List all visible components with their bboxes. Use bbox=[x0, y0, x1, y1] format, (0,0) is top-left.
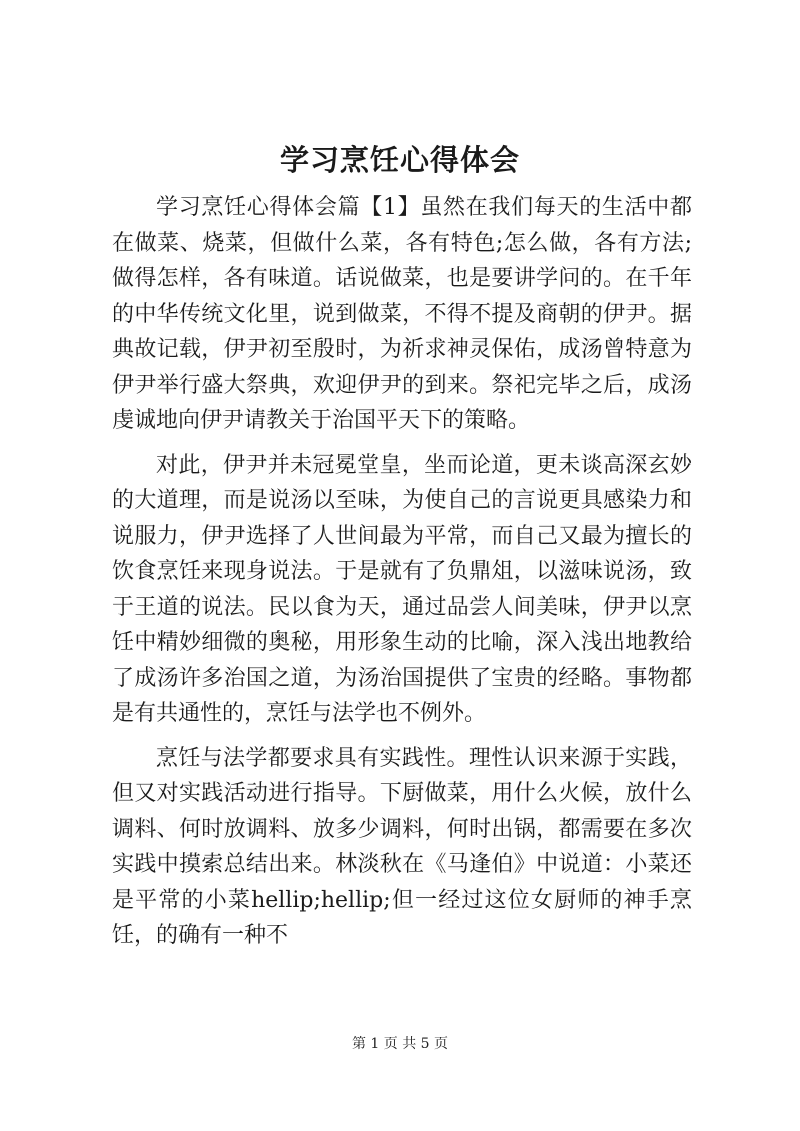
document-body bbox=[112, 190, 692, 954]
paragraph-1: 学习烹饪心得体会篇【1】虽然在我们每天的生活中都在做菜、烧菜，但做什么菜，各有特色;怎么做，各有方法;做得怎样，各有味道。话说做菜，也是要讲学问的。在千年的中华传统文化里，说到做菜，不得不提及商朝的伊尹。据典故记载，伊尹初至殷时，为祈求神灵保佑，成汤曾特意为伊尹举行盛大祭典，欢迎伊尹的到来。祭祀完毕之后，成汤虔诚地向伊尹请教关于治国平天下的策略。 bbox=[112, 195, 692, 433]
paragraph-2: 对此，伊尹并未冠冕堂皇，坐而论道，更未谈高深玄妙的大道理，而是说汤以至味，为使自己的言说更具感染力和说服力，伊尹选择了人世间最为平常，而自己又最为擅长的饮食烹饪来现身说法。于是就有了负鼎俎，以滋味说汤，致于王道的说法。民以食为天，通过品尝人间美味，伊尹以烹饪中精妙细微的奥秘，用形象生动的比喻，深入浅出地教给了成汤许多治国之道，为汤治国提供了宝贵的经略。事物都是有共通性的，烹饪与法学也不例外。 bbox=[112, 452, 692, 726]
document-title: 学习烹饪心得体会 bbox=[279, 143, 520, 177]
page-number-footer: 第 1 页 共 5 页 bbox=[351, 1036, 449, 1052]
paragraph-3: 烹饪与法学都要求具有实践性。理性认识来源于实践，但又对实践活动进行指导。下厨做菜，用什么火候，放什么调料、何时放调料、放多少调料，何时出锅，都需要在多次实践中摸索总结出来。林淡秋在《马逢伯》中说道：小菜还是平常的小菜hellip;hellip;但一经过这位女厨师的神手烹饪，的确有一种不 bbox=[112, 745, 692, 948]
